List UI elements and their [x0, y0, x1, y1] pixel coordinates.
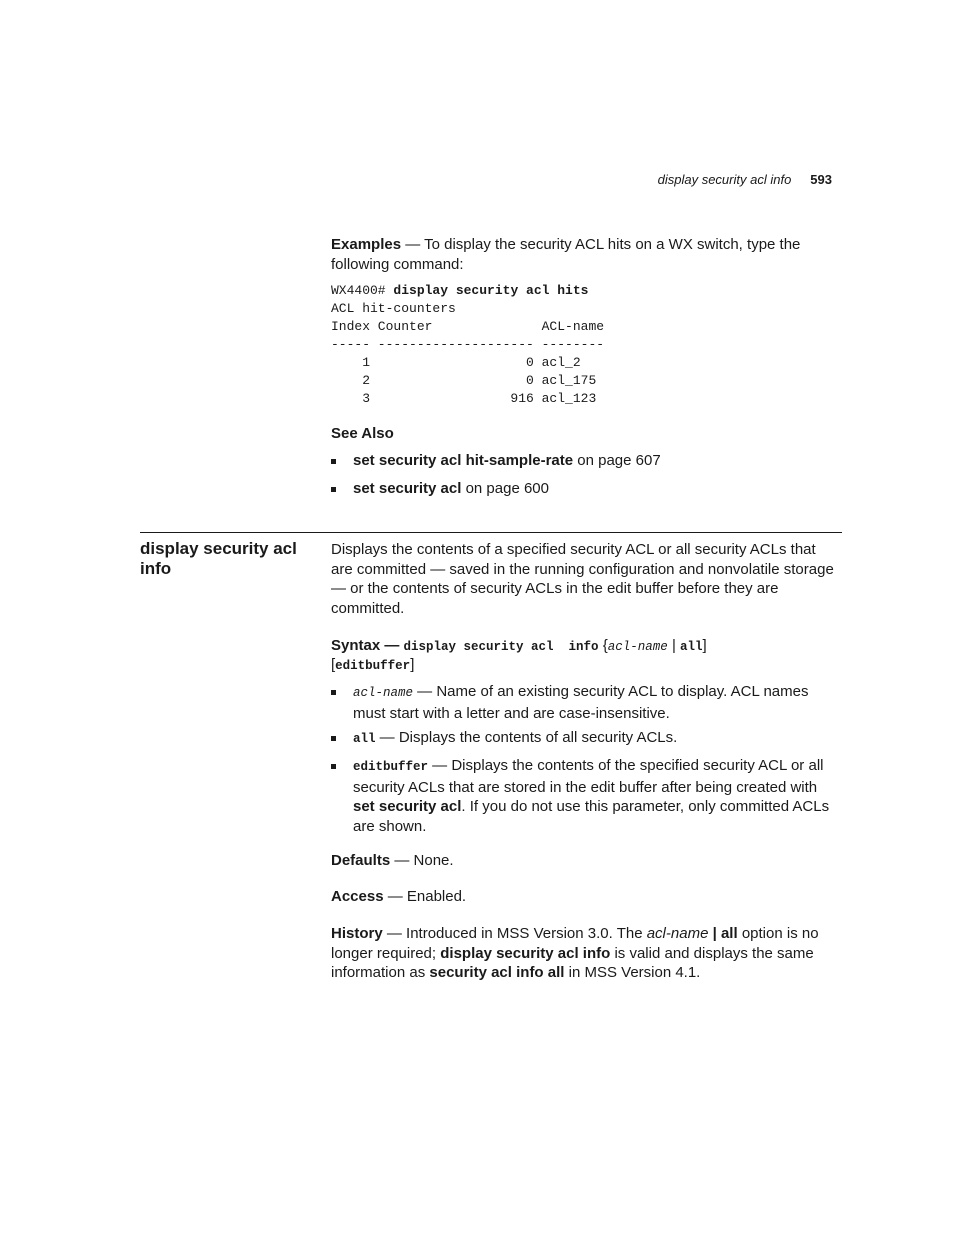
- bullet-square: [331, 736, 336, 741]
- param-acl-name: [353, 682, 841, 723]
- see-also-item: [353, 479, 833, 499]
- section-divider: [140, 532, 842, 533]
- history-text: in MSS Version 4.1.: [564, 964, 701, 981]
- examples-paragraph: [331, 235, 836, 274]
- syntax-line-2: [331, 655, 414, 677]
- syntax-param-editbuffer: editbuffer: [335, 659, 411, 673]
- syntax-bracket: ]: [702, 637, 707, 654]
- section-description: Displays the contents of a specified security ACL or all security ACLs that are committed — saved in the running configuration and nonvolatile storage — or the contents of security ACLs in the edit buffer before they are committed.: [331, 541, 834, 617]
- syntax-param-acl-name: acl-name: [607, 640, 668, 654]
- defaults-label: Defaults: [331, 852, 391, 869]
- param-name: acl-name: [353, 686, 414, 700]
- code-line: ACL hit-counters: [331, 301, 456, 316]
- syntax-pipe: |: [671, 637, 676, 654]
- examples-label: Examples: [331, 236, 402, 253]
- defaults-text: — None.: [390, 852, 454, 869]
- examples-text: — To display the security ACL hits on a WX switch, type the following command:: [331, 236, 801, 273]
- history-text: is valid and displays the same information as: [331, 944, 814, 981]
- syntax-command: display security acl info: [403, 640, 599, 654]
- history-label: History: [331, 925, 383, 942]
- see-also-heading: See Also: [331, 425, 394, 442]
- bullet-square: [331, 764, 336, 769]
- history-bold: display security acl info: [440, 944, 611, 962]
- history-paragraph: [331, 924, 841, 983]
- param-description: — Displays the contents of all security ACLs.: [375, 729, 678, 746]
- cross-reference-link[interactable]: set security acl: [353, 480, 462, 497]
- history-bold: security acl info all: [429, 964, 565, 981]
- syntax-label: Syntax —: [331, 637, 400, 654]
- param-name: editbuffer: [353, 760, 429, 774]
- param-description: — Displays the contents of the specified security ACL or all security ACLs that are stored in the edit buffer after being created with: [353, 757, 824, 796]
- access-paragraph: [331, 887, 836, 907]
- running-title: display security acl info: [657, 172, 792, 187]
- see-also-item: [353, 451, 833, 471]
- code-line: 2 0 acl_175: [331, 373, 597, 388]
- section-title: display security acl info: [140, 539, 297, 578]
- page-number: 593: [810, 172, 832, 187]
- syntax-brace: {: [602, 637, 608, 654]
- code-line: 3 916 acl_123: [331, 391, 597, 406]
- page-reference: on page 600: [461, 480, 549, 497]
- defaults-paragraph: [331, 851, 836, 871]
- bullet-square: [331, 459, 336, 464]
- history-text: — Introduced in MSS Version 3.0. The: [382, 925, 647, 942]
- bullet-square: [331, 487, 336, 492]
- history-text: option is no longer required;: [331, 925, 819, 962]
- param-description-cont: . If you do not use this parameter, only committed ACLs are shown.: [353, 798, 830, 835]
- syntax-bracket: ]: [410, 656, 415, 673]
- code-line: Index Counter ACL-name: [331, 319, 605, 334]
- running-header: [600, 171, 832, 189]
- history-separator: |: [708, 925, 721, 942]
- param-editbuffer: [353, 756, 841, 836]
- code-line: 1 0 acl_2: [331, 355, 581, 370]
- code-block: [331, 282, 604, 408]
- access-text: — Enabled.: [383, 888, 467, 905]
- code-prompt: WX4400#: [331, 283, 394, 298]
- param-name: all: [353, 732, 376, 746]
- param-description: — Name of an existing security ACL to display. ACL names must start with a letter and are case-insensitive.: [353, 683, 809, 722]
- code-line: ----- -------------------- --------: [331, 337, 605, 352]
- bullet-square: [331, 690, 336, 695]
- page-reference: on page 607: [573, 452, 661, 469]
- code-command: display security acl hits: [393, 283, 589, 298]
- param-all: [353, 728, 841, 750]
- syntax-bracket: [: [331, 656, 336, 673]
- cross-reference-link[interactable]: set security acl hit-sample-rate: [353, 452, 574, 469]
- access-label: Access: [331, 888, 384, 905]
- history-bold: all: [720, 925, 738, 942]
- syntax-param-all: all: [680, 640, 703, 654]
- history-italic: acl-name: [646, 925, 709, 942]
- command-reference: set security acl: [353, 798, 462, 815]
